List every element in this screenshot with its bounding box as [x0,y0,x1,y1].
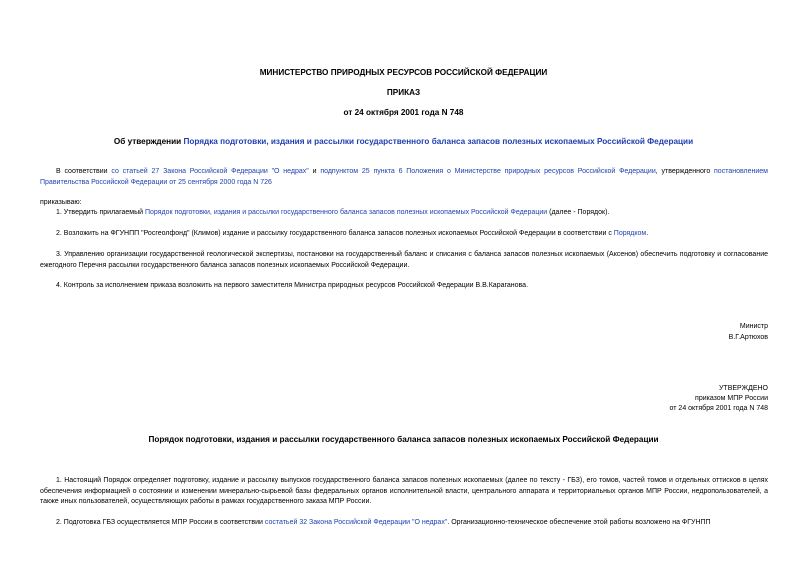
procedure-title: Порядок подготовки, издания и рассылки государственного баланса запасов полезных ископаемых Российской Федерации [148,435,659,444]
item-1 [56,208,768,219]
ministry-regulation-link[interactable]: подпунктом 25 пункта 6 Положения о Министерстве природных ресурсов Российской Федерации [320,168,656,175]
law-article-32-link[interactable]: состатьей 32 Закона Российской Федерации "О недрах" [264,519,448,526]
item-2-text-a: 2. Возложить на ФГУНПП "Росгеолфонд" (Климов) издание и рассылку государственного баланса запасов полезных ископаемых Российской Федерации в соответствии с [56,230,614,237]
doc-subject [0,137,807,146]
procedure-paragraph-1: 1. Настоящий Порядок определяет подготовку, издание и рассылку выпусков государственного баланса запасов полезных ископаемых (далее по тексту - ГБЗ), его томов, частей томов и отдельных оттисков в целях обеспечения информацией о состоянии и изменении минерально-сырьевой базы федеральных органов исполнительной власти, центрального аппарата и территориальных органов МПР России, недропользователей, а также иных пользователей, осуществляющих работы в рамках государственного заказа МПР России. [40,477,768,505]
doc-date-number: от 24 октября 2001 года N 748 [343,108,464,117]
procedure-p2-text-b: . Организационно-техническое обеспечение этой работы возложено на ФГУНПП [447,519,711,526]
subject-prefix: Об утверждении [113,137,184,146]
procedure-paragraph-2 [40,518,768,530]
preamble-text-2: и [308,168,321,175]
approval-line-1: УТВЕРЖДЕНО [718,385,768,392]
item-1-text-b: (далее - Порядок). [547,209,610,216]
procedure-p2-text-a: 2. Подготовка ГБЗ осуществляется МПР России в соответствии [56,519,265,526]
government-decree-link[interactable]: постановлением Правительства Российской Федерации от 25 сентября 2000 года N 726 [40,168,768,186]
item-2 [56,229,768,240]
approval-line-2: приказом МПР России [695,395,768,402]
signature-name: В.Г.Артюхов [728,334,768,341]
law-article-27-link[interactable]: со статьей 27 Закона Российской Федерации "О недрах" [111,168,309,175]
orders-word: приказываю: [40,199,82,206]
preamble-text-1: В соответствии [56,168,112,175]
ministry-heading: МИНИСТЕРСТВО ПРИРОДНЫХ РЕСУРСОВ РОССИЙСКОЙ ФЕДЕРАЦИИ [259,68,548,77]
subject-link[interactable]: Порядка подготовки, издания и рассылки государственного баланса запасов полезных ископаемых Российской Федерации [183,137,694,146]
doc-type-heading: ПРИКАЗ [386,88,421,97]
item-2-text-b: . [646,230,649,237]
approval-line-3: от 24 октября 2001 года N 748 [669,405,768,412]
procedure-link[interactable]: Порядок подготовки, издания и рассылки государственного баланса запасов полезных ископаемых Российской Федерации [144,209,548,216]
item-3: 3. Управлению организации государственной геологической экспертизы, постановки на государственный баланс и списания с баланса запасов полезных ископаемых (Аксенов) обеспечить подготовку и согласование ежегодного Перечня рассылки государственного баланса запасов полезных ископаемых Российской Федерации. [40,251,768,269]
item-1-text-a: 1. Утвердить прилагаемый [56,209,145,216]
signature-title: Министр [739,323,768,330]
preamble-text-3: , утвержденного [655,168,715,175]
item-4: 4. Контроль за исполнением приказа возложить на первого заместителя Министра природных ресурсов Российской Федерации В.В.Караганова. [56,282,529,289]
preamble-paragraph [40,167,768,188]
procedure-short-link[interactable]: Порядком [613,230,647,237]
